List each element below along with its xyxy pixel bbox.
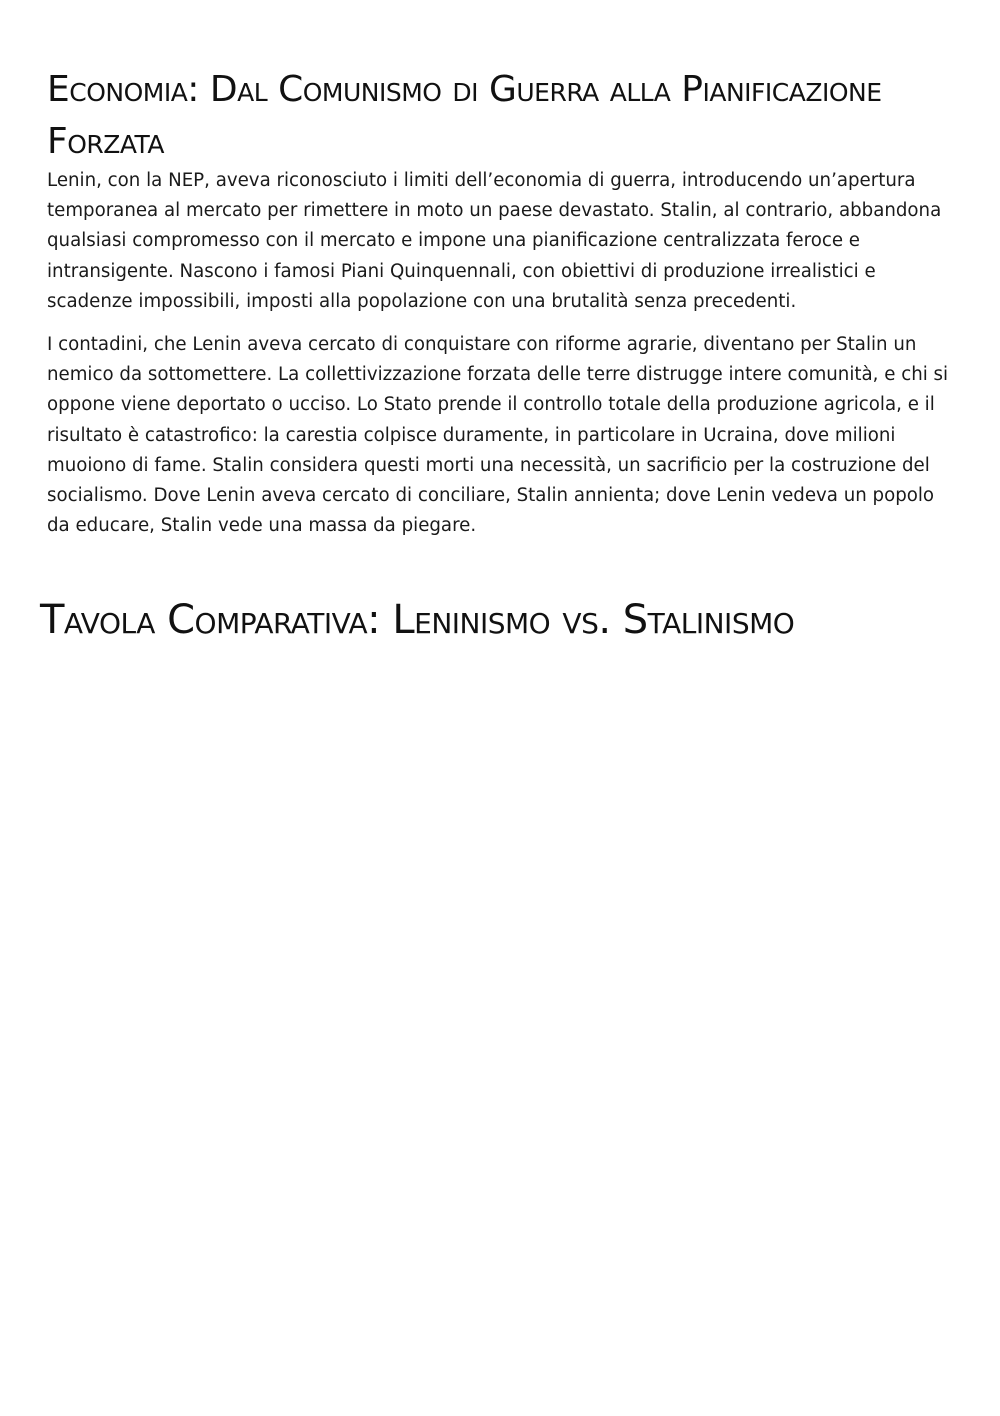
economy-section-heading: Economia: Dal Comunismo di Guerra alla Pianificazione Forzata xyxy=(47,69,882,162)
economy-paragraph-nep: Lenin, con la NEP, aveva riconosciuto i limiti dell’economia di guerra, introducendo un’apertura temporanea al mercato per rimettere in moto un paese devastato. Stalin, al contrario, abbandona qualsiasi compromesso con il mercato e impone una pianificazione centralizzata feroce e intransigente. Nascono i famosi Piani Quinquennali, con obiettivi di produzione irrealistici e scadenze impossibili, imposti alla popolazione con una brutalità senza precedenti. xyxy=(47,170,942,312)
comparative-table-heading: Tavola Comparativa: Leninismo vs. Stalinismo xyxy=(40,597,795,643)
economy-paragraph-collectivization: I contadini, che Lenin aveva cercato di conquistare con riforme agrarie, diventano per Stalin un nemico da sottomettere. La collettivizzazione forzata delle terre distrugge intere comunità, e chi si oppone viene deportato o ucciso. Lo Stato prende il controllo totale della produzione agricola, e il risultato è catastrofico: la carestia colpisce duramente, in particolare in Ucraina, dove milioni muoiono di fame. Stalin considera questi morti una necessità, un sacrificio per la costruzione del socialismo. Dove Lenin aveva cercato di conciliare, Stalin annienta; dove Lenin vedeva un popolo da educare, Stalin vede una massa da piegare. xyxy=(47,334,949,537)
